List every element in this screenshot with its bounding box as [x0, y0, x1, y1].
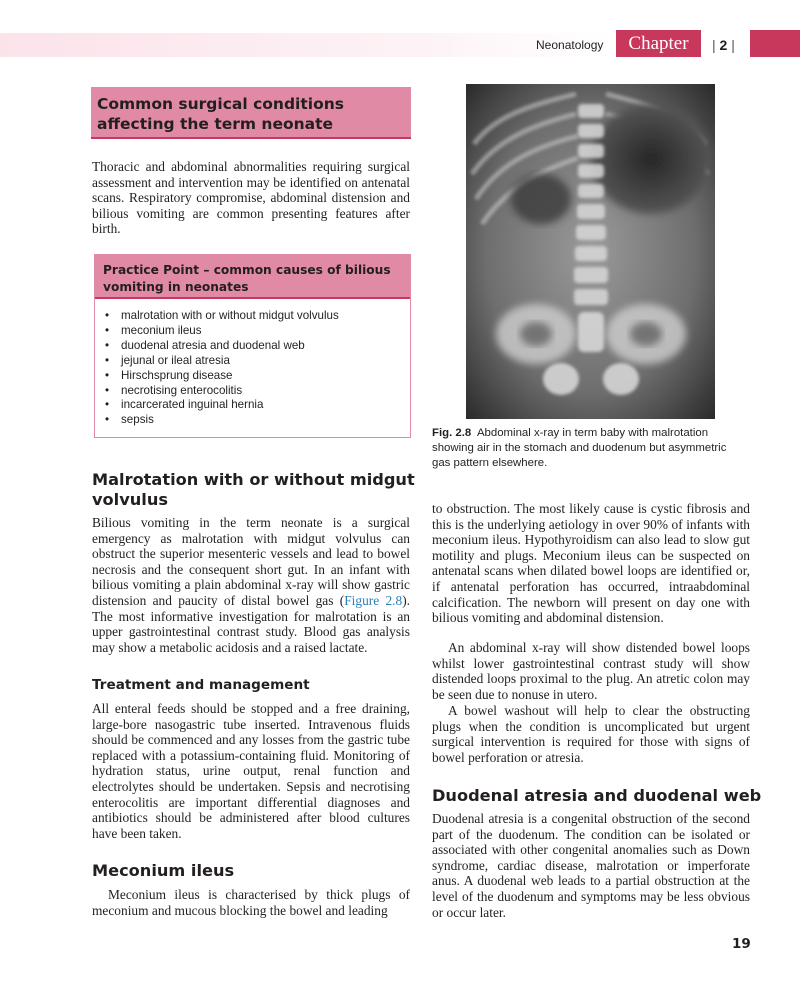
practice-point-list: [95, 299, 410, 428]
running-header-section: Neonatology: [536, 38, 604, 52]
malrotation-heading-line-2: volvulus: [92, 490, 169, 509]
main-title-line-1: Common surgical conditions: [97, 95, 344, 113]
list-item: • jejunal or ileal atresia: [105, 354, 410, 369]
malrotation-heading-line-1: Malrotation with or without midgut: [92, 470, 415, 489]
list-item: • sepsis: [105, 413, 410, 428]
figure-caption-text: Abdominal x-ray in term baby with malrotation showing air in the stomach and duodenum but asymmetric gas pattern elsewhere.: [432, 427, 727, 469]
abdominal-xray-image: [466, 84, 715, 419]
list-item: • meconium ileus: [105, 324, 410, 339]
chapter-number: 2: [719, 37, 728, 53]
list-item: • incarcerated inguinal hernia: [105, 398, 410, 413]
meconium-xray-paragraph: An abdominal x-ray will show distended bowel loops whilst lower gastrointestinal contrast study will show distended loops proximal to the plug. An atretic colon may be seen due to nonuse in utero.: [432, 640, 750, 702]
malrotation-heading: [92, 470, 415, 510]
malrotation-paragraph: [92, 515, 410, 655]
duodenal-heading: Duodenal atresia and duodenal web: [432, 786, 762, 805]
list-item: • Hirschsprung disease: [105, 369, 410, 384]
meconium-heading: Meconium ileus: [92, 861, 235, 880]
intro-paragraph: Thoracic and abdominal abnormalities requiring surgical assessment and intervention may be identified on antenatal scans. Respiratory compromise, abdominal distension and bilious vomiting are common presenting features after birth.: [92, 159, 410, 237]
meconium-washout-paragraph: A bowel washout will help to clear the obstructing plugs when the condition is uncomplicated but urgent surgical intervention is required for those with signs of bowel perforation or atresia.: [432, 703, 750, 765]
header-accent-block: [750, 30, 800, 57]
figure-label: Fig. 2.8: [432, 427, 472, 439]
practice-point-title-line-1: Practice Point – common causes of bilious: [103, 263, 391, 277]
treatment-heading: Treatment and management: [92, 677, 310, 693]
malrotation-text-a: Bilious vomiting in the term neonate is a surgical emergency as malrotation with midgut volvulus can obstruct the superior mesenteric vessels and lead to bowel necrosis and the consequent short gut. In an infant with bilious vomiting a plain abdominal x-ray will show gastric distension and paucity of distal bowel gas (: [92, 515, 410, 608]
figure-link[interactable]: Figure 2.8: [344, 592, 403, 608]
list-item: • duodenal atresia and duodenal web: [105, 339, 410, 354]
meconium-paragraph: Meconium ileus is characterised by thick plugs of meconium and mucous blocking the bowel and leading: [92, 887, 410, 918]
malrotation-text-b: ). The most informative investigation for malrotation is an upper gastrointestinal contrast study. Blood gas analysis may show a metabolic acidosis and a raised lactate.: [92, 592, 410, 655]
figure-caption: [432, 426, 732, 470]
list-item: • necrotising enterocolitis: [105, 384, 410, 399]
duodenal-paragraph: Duodenal atresia is a congenital obstruction of the second part of the duodenum. The condition can be isolated or associated with other congenital anomalies such as Down syndrome, cardiac disease, malrotation or imperforate anus. A duodenal web leads to a partial obstruction at the level of the duodenum and symptoms may be less obvious or occur later.: [432, 811, 750, 920]
header-band: [0, 33, 612, 57]
main-title: [97, 94, 405, 134]
chapter-number-wrap: | 2 |: [712, 37, 735, 53]
practice-point-box: [94, 254, 411, 438]
meconium-continued-paragraph: to obstruction. The most likely cause is cystic fibrosis and this is the underlying aetiology in over 90% of infants with meconium ileus. Hypothyroidism can also lead to slow gut motility and plugs. Meconium ileus can be suspected on antenatal scans when dilated bowel loops are identified or, if antenatal perforation has occurred, intraabdominal calcification. The newborn will present on day one with bilious vomiting and abdominal distension.: [432, 501, 750, 626]
main-title-line-2: affecting the term neonate: [97, 115, 334, 133]
main-title-box: [91, 87, 411, 139]
practice-point-header: [95, 254, 410, 299]
list-item: • malrotation with or without midgut volvulus: [105, 309, 410, 324]
practice-point-title-line-2: vomiting in neonates: [103, 279, 249, 294]
chapter-label: Chapter: [616, 30, 701, 57]
xray-illustration: [466, 84, 715, 419]
treatment-paragraph: All enteral feeds should be stopped and a free draining, large-bore nasogastric tube inserted. Intravenous fluids should be commenced and any losses from the gastric tube replaced with a potassium-containing fluid. Monitoring of hydration status, urine output, renal function and electrolytes should be undertaken. Sepsis and necrotising enterocolitis are important differential diagnoses and antibiotics should be administered after blood cultures have been taken.: [92, 701, 410, 841]
page-number: 19: [732, 936, 751, 952]
